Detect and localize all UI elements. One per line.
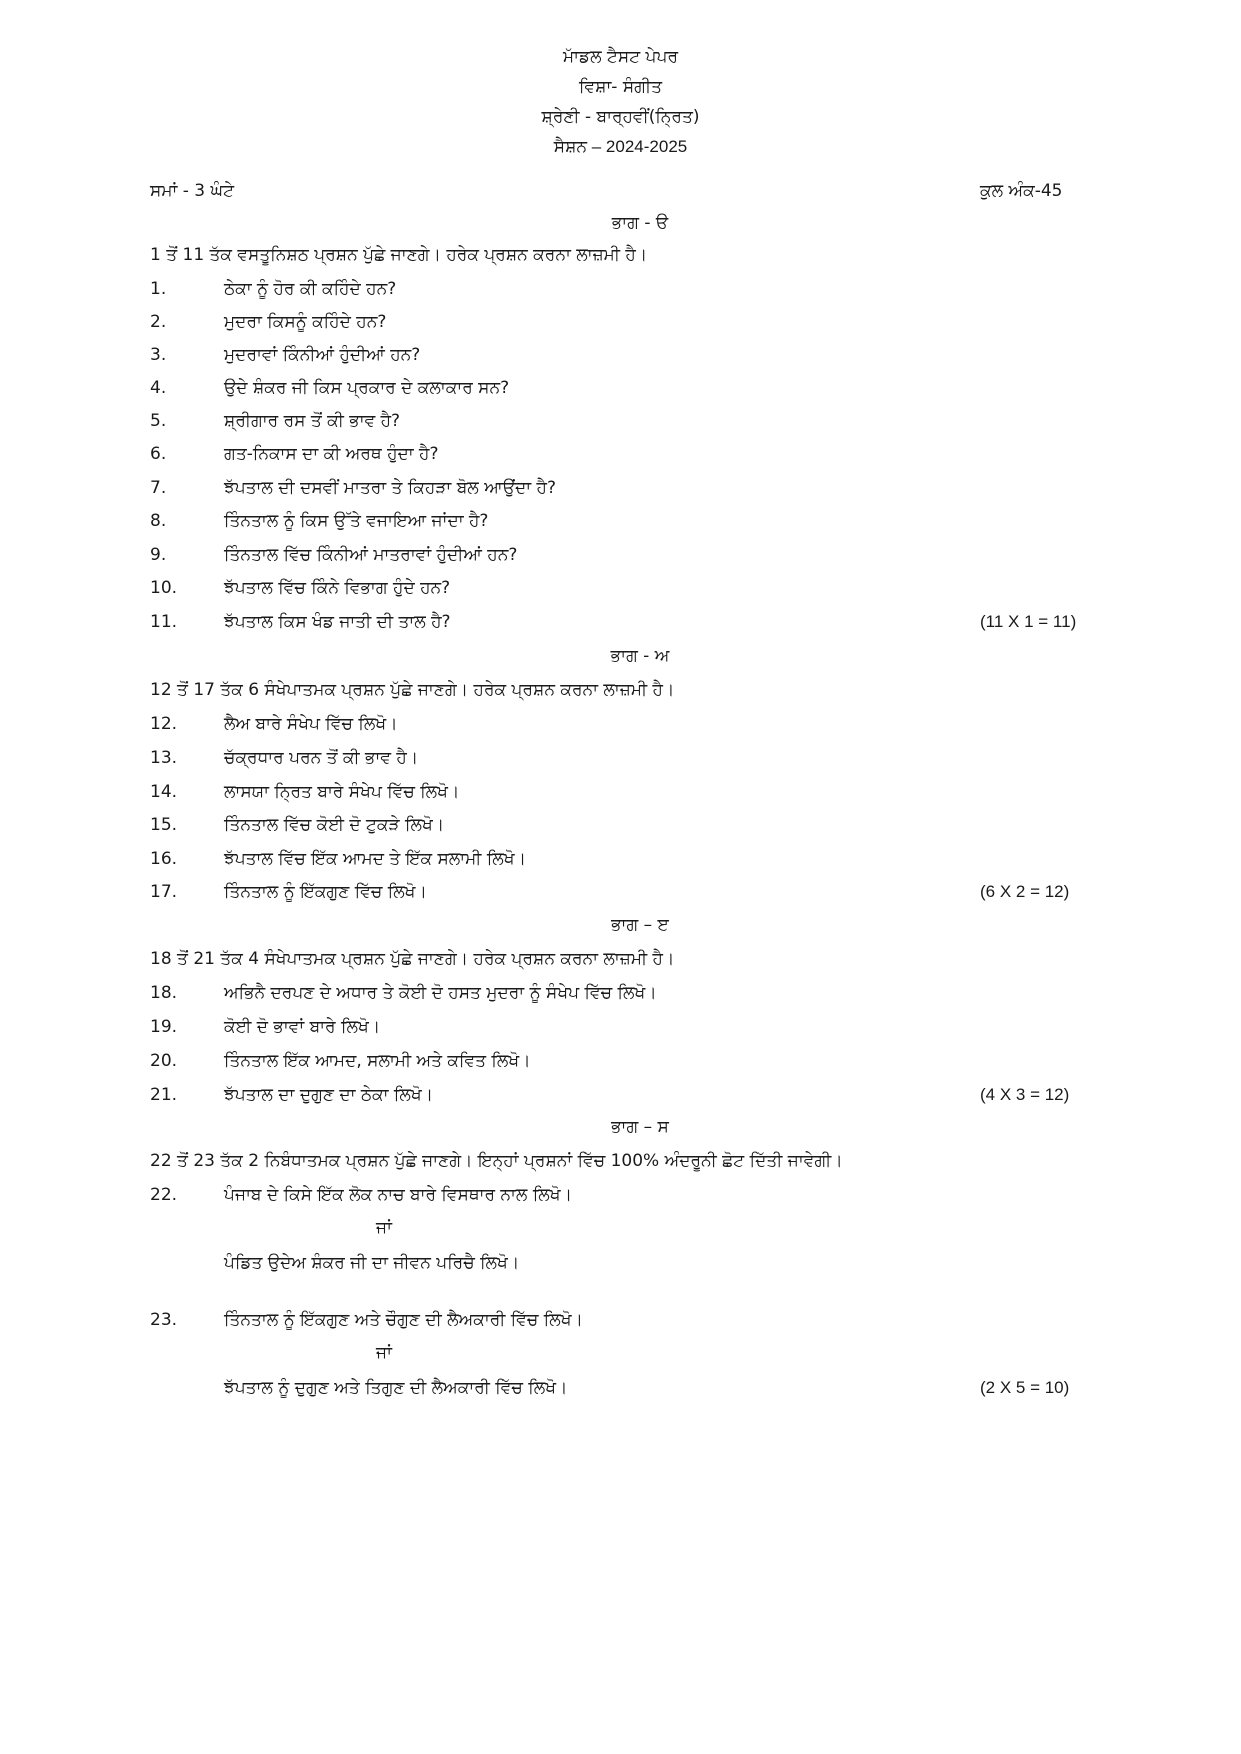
question-number: 13. bbox=[150, 748, 178, 768]
question-number: 20. bbox=[150, 1051, 178, 1071]
section-instruction-d: 22 ਤੋਂ 23 ਤੱਕ 2 ਨਿਬੰਧਾਤਮਕ ਪ੍ਰਸ਼ਨ ਪੁੱਛੇ ਜਾਣਗੇ। ਇਨ੍ਹਾਂ ਪ੍ਰਸ਼ਨਾਂ ਵਿੱਚ 100% ਅੰਦਰੂਨੀ ਛੋਟ ਦਿੱਤੀ ਜਾਵੇਗੀ। bbox=[150, 1151, 843, 1171]
question-number: 6. bbox=[150, 444, 167, 464]
question-number: 18. bbox=[150, 983, 178, 1003]
question-text: ਝੱਪਤਾਲ ਕਿਸ ਖੰਡ ਜਾਤੀ ਦੀ ਤਾਲ ਹੈ? bbox=[224, 612, 451, 632]
question-text: ਲਾਸਯਾ ਨ੍ਰਿਤ ਬਾਰੇ ਸੰਖੇਪ ਵਿੱਚ ਲਿਖੋ। bbox=[224, 782, 460, 802]
question-number: 16. bbox=[150, 849, 178, 869]
paper-title: ਮਾੱਡਲ ਟੈਸਟ ਪੇਪਰ bbox=[563, 47, 678, 67]
section-instruction-b: 12 ਤੋਂ 17 ਤੱਕ 6 ਸੰਖੇਪਾਤਮਕ ਪ੍ਰਸ਼ਨ ਪੁੱਛੇ ਜਾਣਗੇ। ਹਰੇਕ ਪ੍ਰਸ਼ਨ ਕਰਨਾ ਲਾਜ਼ਮੀ ਹੈ। bbox=[150, 680, 675, 700]
question-number: 4. bbox=[150, 378, 167, 398]
question-number: 23. bbox=[150, 1310, 178, 1330]
or-separator: ਜਾਂ bbox=[376, 1343, 392, 1363]
question-number: 3. bbox=[150, 345, 167, 365]
question-text: ਅਭਿਨੈ ਦਰਪਣ ਦੇ ਅਧਾਰ ਤੇ ਕੋਈ ਦੋ ਹਸਤ ਮੁਦਰਾ ਨੂੰ ਸੰਖੇਪ ਵਿੱਚ ਲਿਖੋ। bbox=[224, 983, 657, 1003]
section-marks-d: (2 X 5 = 10) bbox=[980, 1378, 1070, 1397]
total-marks: ਕੁਲ ਅੰਕ-45 bbox=[980, 181, 1063, 201]
or-separator: ਜਾਂ bbox=[376, 1218, 392, 1238]
section-heading-c: ਭਾਗ – ੲ bbox=[611, 915, 669, 935]
question-number: 5. bbox=[150, 411, 167, 431]
question-text: ਮੁਦਰਾ ਕਿਸਨੂੰ ਕਹਿੰਦੇ ਹਨ? bbox=[224, 312, 387, 332]
question-number: 7. bbox=[150, 478, 167, 498]
section-instruction-a: 1 ਤੋਂ 11 ਤੱਕ ਵਸਤੂਨਿਸ਼ਠ ਪ੍ਰਸ਼ਨ ਪੁੱਛੇ ਜਾਣਗੇ। ਹਰੇਕ ਪ੍ਰਸ਼ਨ ਕਰਨਾ ਲਾਜ਼ਮੀ ਹੈ। bbox=[150, 245, 648, 265]
question-text: ਸ਼੍ਰੀਗਾਰ ਰਸ ਤੋਂ ਕੀ ਭਾਵ ਹੈ? bbox=[224, 411, 401, 431]
question-text: ਝੱਪਤਾਲ ਦੀ ਦਸਵੀਂ ਮਾਤਰਾ ਤੇ ਕਿਹੜਾ ਬੋਲ ਆਉਂਦਾ ਹੈ? bbox=[224, 478, 556, 498]
question-text: ਝੱਪਤਾਲ ਦਾ ਦੁਗੁਣ ਦਾ ਠੇਕਾ ਲਿਖੋ। bbox=[224, 1085, 434, 1105]
question-text: ਠੇਕਾ ਨੂੰ ਹੋਰ ਕੀ ਕਹਿੰਦੇ ਹਨ? bbox=[224, 279, 397, 299]
question-number: 14. bbox=[150, 782, 178, 802]
question-text: ਝੱਪਤਾਲ ਵਿੱਚ ਇੱਕ ਆਮਦ ਤੇ ਇੱਕ ਸਲਾਮੀ ਲਿਖੋ। bbox=[224, 849, 527, 869]
section-marks-a: (11 X 1 = 11) bbox=[980, 612, 1077, 631]
alternative-question-text: ਝੱਪਤਾਲ ਨੂੰ ਦੁਗੁਣ ਅਤੇ ਤਿਗੁਣ ਦੀ ਲੈਅਕਾਰੀ ਵਿੱਚ ਲਿਖੋ। bbox=[224, 1378, 568, 1398]
alternative-question-text: ਪੰਡਿਤ ਉਦੇਅ ਸ਼ੰਕਰ ਜੀ ਦਾ ਜੀਵਨ ਪਰਿਚੈ ਲਿਖੋ। bbox=[224, 1253, 520, 1273]
question-number: 21. bbox=[150, 1085, 178, 1105]
question-number: 19. bbox=[150, 1017, 178, 1037]
question-text: ਪੰਜਾਬ ਦੇ ਕਿਸੇ ਇੱਕ ਲੋਕ ਨਾਚ ਬਾਰੇ ਵਿਸਥਾਰ ਨਾਲ ਲਿਖੋ। bbox=[224, 1185, 573, 1205]
section-marks-c: (4 X 3 = 12) bbox=[980, 1085, 1070, 1104]
time-allowed: ਸਮਾਂ - 3 ਘੰਟੇ bbox=[150, 181, 235, 201]
section-heading-a: ਭਾਗ - ੳ bbox=[611, 213, 669, 233]
question-number: 10. bbox=[150, 578, 178, 598]
question-text: ਗਤ-ਨਿਕਾਸ ਦਾ ਕੀ ਅਰਥ ਹੁੰਦਾ ਹੈ? bbox=[224, 444, 439, 464]
question-number: 17. bbox=[150, 882, 178, 902]
section-instruction-c: 18 ਤੋਂ 21 ਤੱਕ 4 ਸੰਖੇਪਾਤਮਕ ਪ੍ਰਸ਼ਨ ਪੁੱਛੇ ਜਾਣਗੇ। ਹਰੇਕ ਪ੍ਰਸ਼ਨ ਕਰਨਾ ਲਾਜ਼ਮੀ ਹੈ। bbox=[150, 949, 675, 969]
question-text: ਤਿੰਨਤਾਲ ਵਿੱਚ ਕੋਈ ਦੋ ਟੁਕੜੇ ਲਿਖੋ। bbox=[224, 815, 445, 835]
question-text: ਕੋਈ ਦੋ ਭਾਵਾਂ ਬਾਰੇ ਲਿਖੋ। bbox=[224, 1017, 381, 1037]
question-text: ਤਿੰਨਤਾਲ ਨੂੰ ਇੱਕਗੁਣ ਅਤੇ ਚੌਗੁਣ ਦੀ ਲੈਅਕਾਰੀ ਵਿੱਚ ਲਿਖੋ। bbox=[224, 1310, 583, 1330]
question-number: 8. bbox=[150, 511, 167, 531]
section-marks-b: (6 X 2 = 12) bbox=[980, 882, 1070, 901]
question-text: ਝੱਪਤਾਲ ਵਿੱਚ ਕਿੰਨੇ ਵਿਭਾਗ ਹੁੰਦੇ ਹਨ? bbox=[224, 578, 451, 598]
subject-line: ਵਿਸ਼ਾ- ਸੰਗੀਤ bbox=[579, 77, 662, 97]
question-number: 15. bbox=[150, 815, 178, 835]
question-text: ਤਿੰਨਤਾਲ ਨੂੰ ਇੱਕਗੁਣ ਵਿੱਚ ਲਿਖੋ। bbox=[224, 882, 427, 902]
question-text: ਮੁਦਰਾਵਾਂ ਕਿੰਨੀਆਂ ਹੁੰਦੀਆਂ ਹਨ? bbox=[224, 345, 421, 365]
question-text: ਤਿੰਨਤਾਲ ਨੂੰ ਕਿਸ ਉੱਤੇ ਵਜਾਇਆ ਜਾਂਦਾ ਹੈ? bbox=[224, 511, 489, 531]
section-heading-d: ਭਾਗ – ਸ bbox=[611, 1117, 669, 1137]
question-text: ਚੱਕ੍ਰਧਾਰ ਪਰਨ ਤੋਂ ਕੀ ਭਾਵ ਹੈ। bbox=[224, 748, 419, 768]
question-number: 2. bbox=[150, 312, 167, 332]
question-text: ਲੈਅ ਬਾਰੇ ਸੰਖੇਪ ਵਿੱਚ ਲਿਖੋ। bbox=[224, 714, 398, 734]
question-number: 12. bbox=[150, 714, 178, 734]
question-text: ਤਿੰਨਤਾਲ ਵਿੱਚ ਕਿੰਨੀਆਂ ਮਾਤਰਾਵਾਂ ਹੁੰਦੀਆਂ ਹਨ? bbox=[224, 545, 518, 565]
session-line: ਸੈਸ਼ਨ – 2024-2025 bbox=[553, 137, 688, 156]
question-number: 22. bbox=[150, 1185, 178, 1205]
question-number: 9. bbox=[150, 545, 167, 565]
question-text: ਤਿੰਨਤਾਲ ਇੱਕ ਆਮਦ, ਸਲਾਮੀ ਅਤੇ ਕਵਿਤ ਲਿਖੋ। bbox=[224, 1051, 531, 1071]
question-text: ਉਦੇ ਸ਼ੰਕਰ ਜੀ ਕਿਸ ਪ੍ਰਕਾਰ ਦੇ ਕਲਾਕਾਰ ਸਨ? bbox=[224, 378, 510, 398]
question-number: 1. bbox=[150, 279, 167, 299]
section-heading-b: ਭਾਗ - ਅ bbox=[610, 646, 670, 666]
class-line: ਸ਼੍ਰੇਣੀ - ਬਾਰ੍ਹਵੀਂ(ਨ੍ਰਿਤ) bbox=[541, 107, 700, 127]
question-number: 11. bbox=[150, 612, 178, 632]
